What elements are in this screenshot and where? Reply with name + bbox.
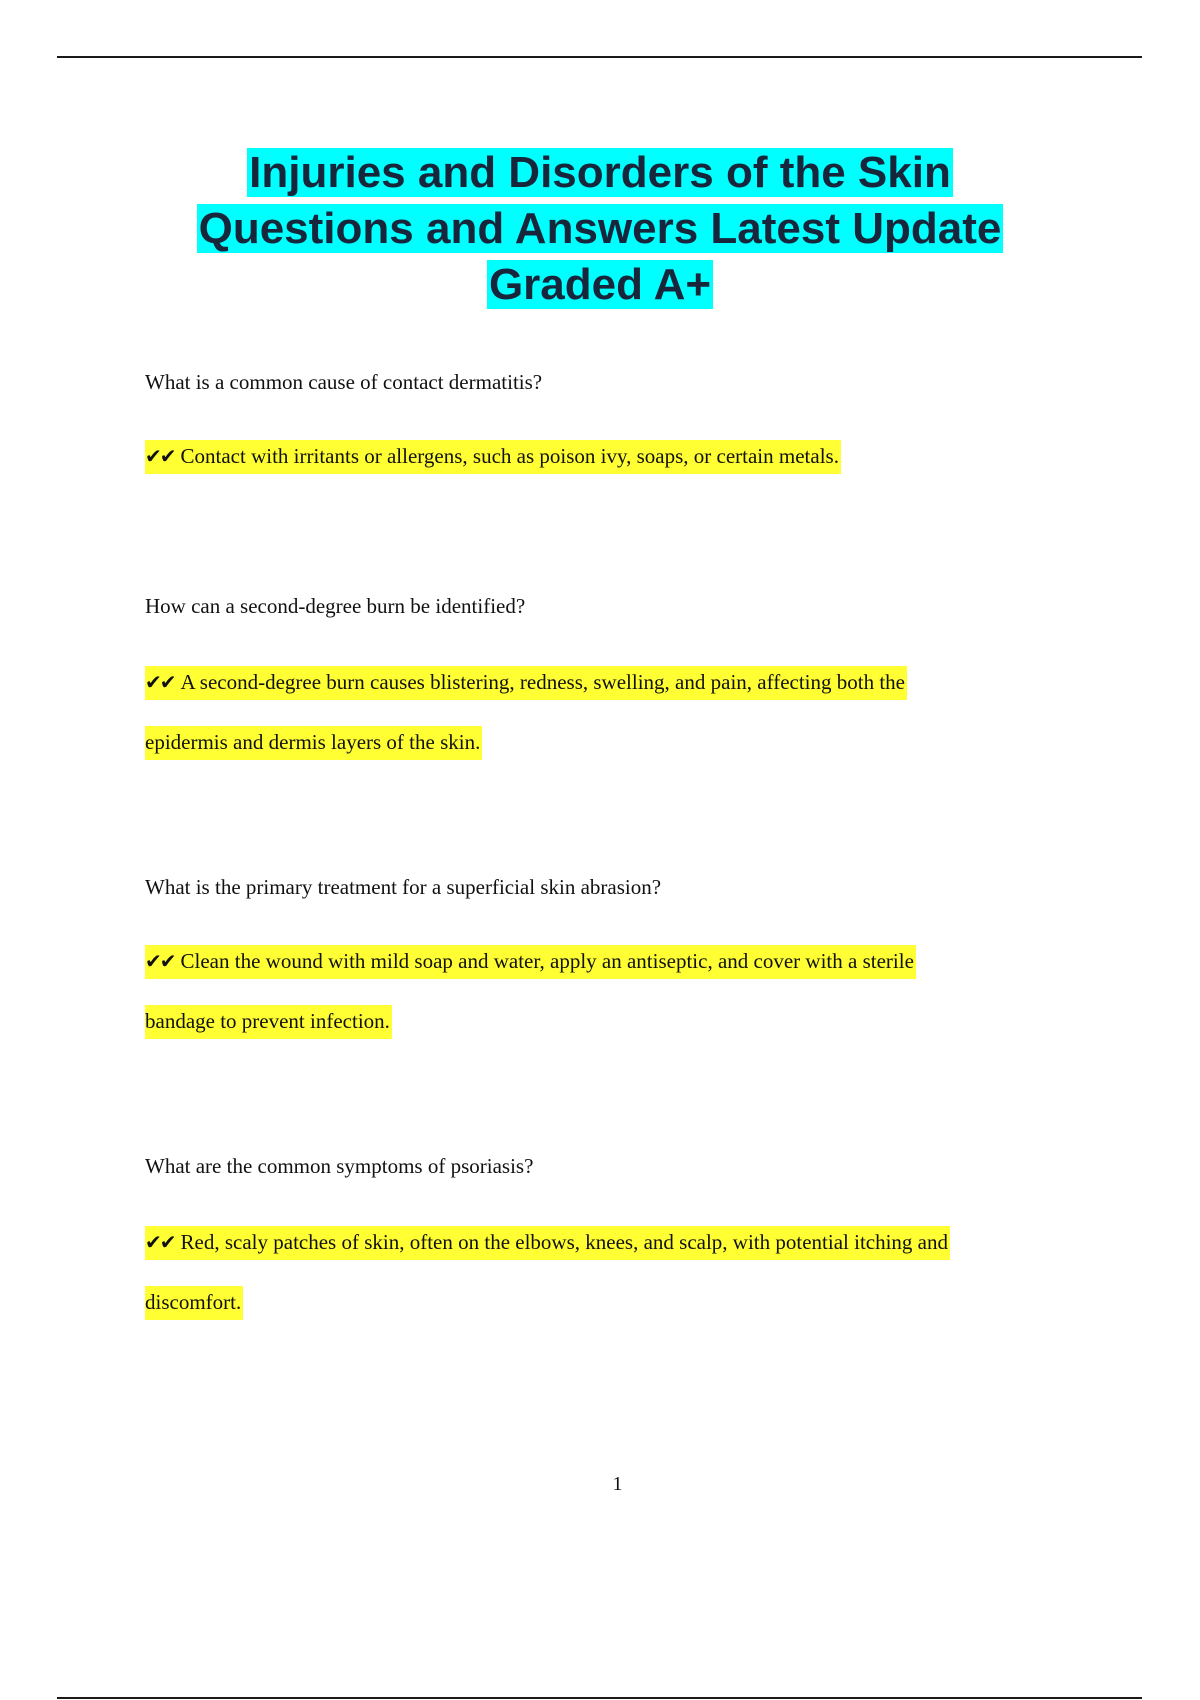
question-text: What is the primary treatment for a superficial skin abrasion? (145, 875, 662, 899)
answer-text (145, 949, 916, 1069)
question-text: How can a second-degree burn be identified? (145, 594, 526, 618)
title-line-2: Questions and Answers Latest Update (198, 204, 1002, 253)
question-text: What are the common symptoms of psoriasis? (145, 1154, 534, 1178)
answer-text (145, 444, 841, 504)
page-number: 1 (612, 1473, 623, 1495)
answer-line-2: epidermis and dermis layers of the skin. (145, 726, 482, 760)
answer-line-1: A second-degree burn causes blistering, redness, swelling, and pain, affecting both the (180, 670, 906, 694)
answer-text (145, 1230, 950, 1350)
answer-text (145, 670, 907, 790)
title-line-1: Injuries and Disorders of the Skin (249, 148, 951, 197)
answer-line-1: Clean the wound with mild soap and water, apply an antiseptic, and cover with a sterile (180, 949, 914, 973)
header-rule (57, 56, 1142, 58)
footer-rule (57, 1697, 1142, 1699)
question-text: What is a common cause of contact dermatitis? (145, 370, 543, 394)
title-line-3: Graded A+ (488, 260, 712, 309)
answer-line-1: Contact with irritants or allergens, such as poison ivy, soaps, or certain metals. (180, 444, 839, 468)
document-title (100, 145, 1100, 313)
double-check-icon: ✔✔ (145, 1230, 175, 1254)
answer-line-2: discomfort. (145, 1286, 243, 1320)
double-check-icon: ✔✔ (145, 444, 175, 468)
answer-line-1: Red, scaly patches of skin, often on the elbows, knees, and scalp, with potential itching and (180, 1230, 948, 1254)
double-check-icon: ✔✔ (145, 949, 175, 973)
answer-line-2: bandage to prevent infection. (145, 1005, 392, 1039)
double-check-icon: ✔✔ (145, 670, 175, 694)
